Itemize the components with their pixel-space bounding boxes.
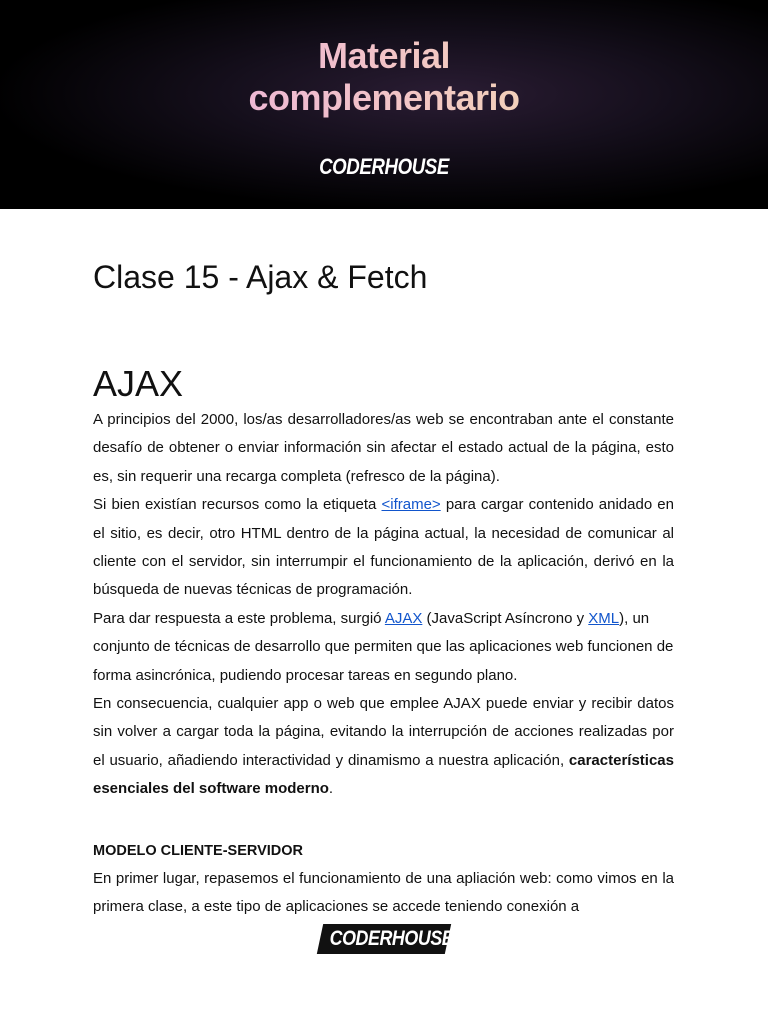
paragraph-ajax-text-middle: (JavaScript Asíncrono y [422, 609, 589, 627]
paragraph-ajax-text-end: ), un conjunto de técnicas de desarrollo que permiten que las aplicaciones web funcionen de forma asincrónica, pudiendo procesar tareas en segundo plano. [93, 609, 674, 684]
banner-title-line1: Material [0, 35, 768, 77]
coderhouse-logo-footer [317, 924, 454, 954]
document-title: Clase 15 - Ajax & Fetch [93, 259, 428, 295]
iframe-link[interactable]: <iframe> [381, 496, 441, 514]
paragraph-ajax-origin [93, 605, 674, 690]
paragraph-client-server: En primer lugar, repasemos el funcionamiento de una apliación web: como vimos en la primera clase, a este tipo de aplicaciones se accede teniendo conexión a [93, 869, 674, 916]
paragraph-consequence [93, 690, 674, 804]
paragraph-iframe-text-start: Si bien existían recursos como la etiqueta [93, 496, 382, 514]
paragraph-intro: A principios del 2000, los/as desarrolladores/as web se encontraban ante el constante desafío de obtener o enviar información sin afectar el estado actual de la página, esto es, sin requerir una recarga completa (refresco de la página). [93, 411, 674, 485]
banner-title-line2: complementario [0, 77, 768, 119]
subheading-client-server: MODELO CLIENTE-SERVIDOR [93, 842, 303, 859]
header-banner [0, 0, 768, 209]
ajax-link[interactable]: AJAX [384, 609, 423, 627]
paragraph-iframe-text-end: para cargar contenido anidado en el sitio, es decir, otro HTML dentro de la página actual, la necesidad de comunicar al cliente con el servidor, sin interrumpir el funcionamiento de la aplicación, derivó en la búsqueda de nuevas técnicas de programación. [93, 496, 674, 599]
coderhouse-logo-header: CODERHOUSE [319, 154, 449, 179]
section-title-ajax: AJAX [93, 363, 184, 404]
xml-link[interactable]: XML [588, 609, 620, 627]
paragraph-iframe [93, 491, 674, 605]
paragraph-ajax-text-start: Para dar respuesta a este problema, surgió [93, 609, 385, 627]
paragraph-consequence-text-end: . [328, 780, 334, 798]
footer-logo-text: CODERHOUSE [329, 927, 454, 950]
document-body [93, 255, 674, 922]
paragraph-consequence-text-start: En consecuencia, cualquier app o web que emplee AJAX puede enviar y recibir datos sin volver a cargar toda la página, evitando la interrupción de acciones realizadas por el usuario, añadiendo interactividad y dinamismo a nuestra aplicación, [93, 695, 674, 769]
paragraph-consequence-bold: características esenciales del software moderno [93, 751, 674, 798]
